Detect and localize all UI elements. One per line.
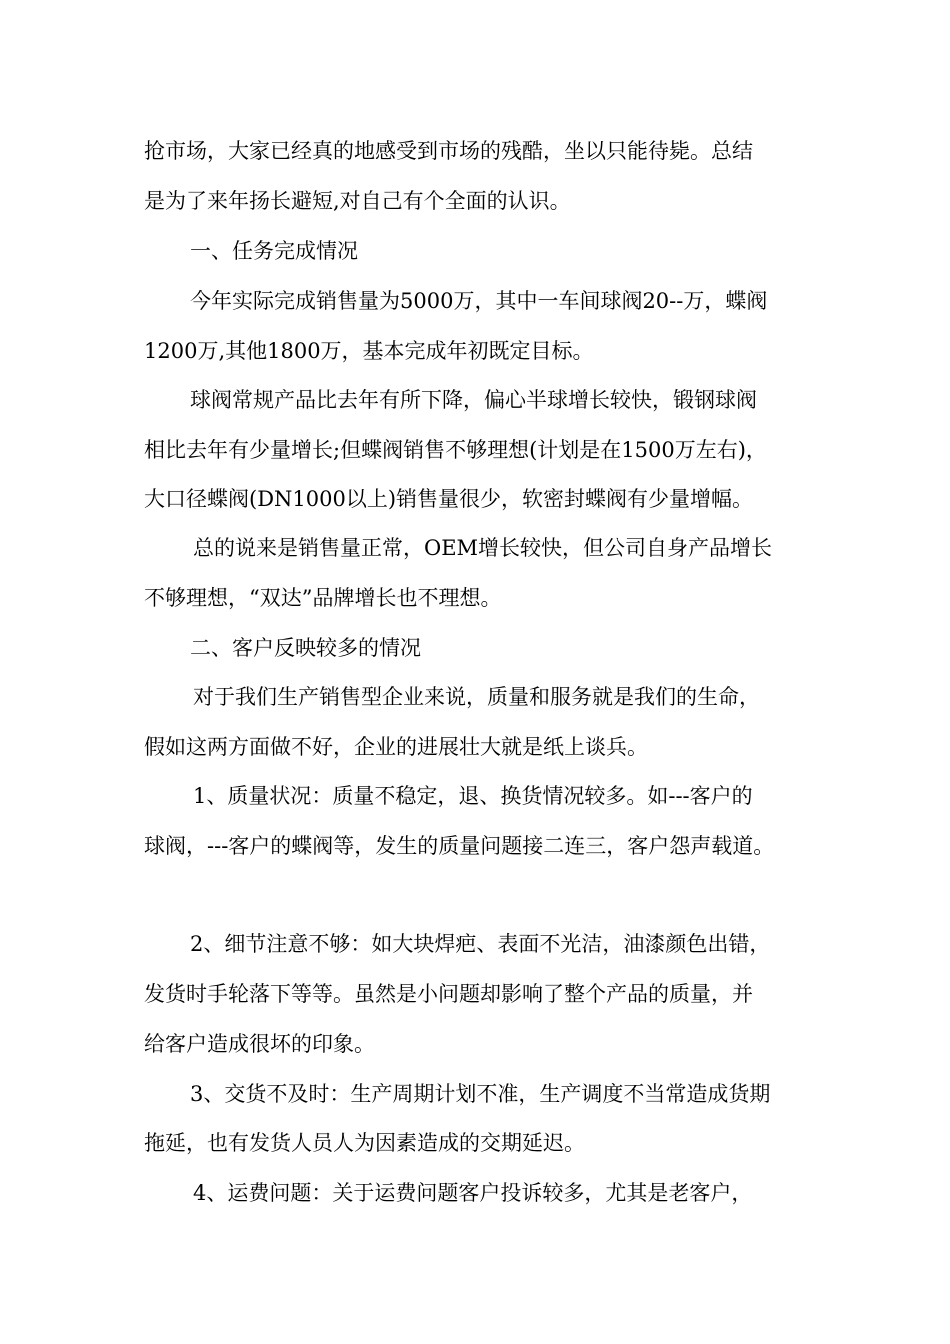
paragraph-line: 4、运费问题：关于运费问题客户投诉较多，尤其是老客户， [193,1181,753,1205]
paragraph-line: 发货时手轮落下等等。虽然是小问题却影响了整个产品的质量，并 [144,982,753,1006]
section-heading: 二、客户反映较多的情况 [190,636,421,660]
paragraph-line: 抢市场，大家已经真的地感受到市场的残酷，坐以只能待毙。总结 [144,139,753,163]
paragraph-line: 球阀常规产品比去年有所下降，偏心半球增长较快，锻钢球阀 [190,388,757,412]
paragraph-line: 1、质量状况：质量不稳定，退、换货情况较多。如---客户的 [193,784,753,808]
paragraph-line: 假如这两方面做不好，企业的进展壮大就是纸上谈兵。 [144,735,648,759]
paragraph-line: 总的说来是销售量正常，OEM增长较快，但公司自身产品增长 [193,536,773,560]
paragraph-line: 球阀，---客户的蝶阀等，发生的质量问题接二连三，客户怨声载道。 [144,834,775,858]
paragraph-line: 是为了来年扬长避短,对自己有个全面的认识。 [144,189,571,213]
paragraph-line: 对于我们生产销售型企业来说，质量和服务就是我们的生命， [193,685,760,709]
paragraph-line: 相比去年有少量增长;但蝶阀销售不够理想(计划是在1500万左右)， [144,438,767,462]
paragraph-line: 1200万,其他1800万，基本完成年初既定目标。 [144,339,594,363]
paragraph-line: 拖延，也有发货人员人为因素造成的交期延迟。 [144,1131,585,1155]
paragraph-line: 3、交货不及时：生产周期计划不准，生产调度不当常造成货期 [190,1082,771,1106]
paragraph-line: 不够理想，“双达”品牌增长也不理想。 [144,586,502,610]
paragraph-line: 给客户造成很坏的印象。 [144,1032,375,1056]
paragraph-line: 2、细节注意不够：如大块焊疤、表面不光洁，油漆颜色出错， [190,932,771,956]
paragraph-line: 今年实际完成销售量为5000万，其中一车间球阀20--万，蝶阀 [190,289,768,313]
paragraph-line: 大口径蝶阀(DN1000以上)销售量很少，软密封蝶阀有少量增幅。 [144,487,754,511]
section-heading: 一、任务完成情况 [190,239,358,263]
